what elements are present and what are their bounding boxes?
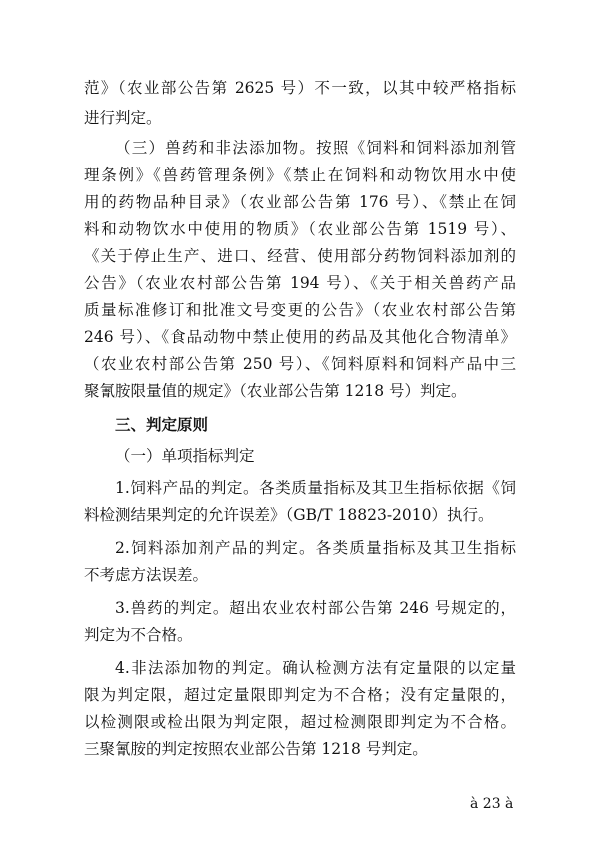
text-line: 246 号）、《食品动物中禁止使用的药品及其他化合物清单》 — [84, 328, 516, 346]
section-item-heading: （三）兽药和非法添加物。按照《饲料和饲料添加剂管 — [115, 139, 516, 157]
text-line: 质量标准修订和批准文号变更的公告》（农业农村部公告第 — [84, 301, 516, 319]
text-line: 范》（农业部公告第 2625 号）不一致，以其中较严格指标 — [84, 79, 516, 97]
subsection-heading: （一）单项指标判定 — [115, 447, 255, 465]
text-line: 判定为不合格。 — [84, 626, 193, 644]
text-line: 不考虑方法误差。 — [84, 566, 209, 584]
text-line: 公告》（农业农村部公告第 194 号）、《关于相关兽药产品 — [84, 274, 516, 292]
text-line: 理条例》《兽药管理条例》《禁止在饲料和动物饮用水中使 — [84, 166, 516, 184]
text-line: 2.饲料添加剂产品的判定。各类质量指标及其卫生指标 — [115, 539, 516, 557]
text-line: 限为判定限，超过定量限即判定为不合格；没有定量限的， — [84, 686, 516, 704]
text-line: 以检测限或检出限为判定限，超过检测限即判定为不合格。 — [84, 713, 516, 731]
text-line: 进行判定。 — [84, 109, 162, 127]
text-line: 料检测结果判定的允许误差》（GB/T 18823-2010）执行。 — [84, 506, 494, 524]
text-line: （农业农村部公告第 250 号）、《饲料原料和饲料产品中三 — [84, 355, 516, 373]
text-line: 《关于停止生产、进口、经营、使用部分药物饲料添加剂的 — [84, 247, 516, 265]
text-line: 1.饲料产品的判定。各类质量指标及其卫生指标依据《饲 — [115, 479, 516, 497]
section-heading: 三、判定原则 — [115, 416, 209, 434]
text-line: 聚氰胺限量值的规定》（农业部公告第 1218 号）判定。 — [84, 382, 467, 400]
text-line: 用的药物品种目录》（农业部公告第 176 号）、《禁止在饲 — [84, 193, 516, 211]
text-line: 4.非法添加物的判定。确认检测方法有定量限的以定量 — [115, 659, 516, 677]
text-line: 3.兽药的判定。超出农业农村部公告第 246 号规定的， — [115, 599, 516, 617]
page-number: à 23 à — [470, 796, 514, 812]
text-line: 三聚氰胺的判定按照农业部公告第 1218 号判定。 — [84, 740, 428, 758]
text-line: 料和动物饮水中使用的物质》（农业部公告第 1519 号）、 — [84, 220, 516, 238]
